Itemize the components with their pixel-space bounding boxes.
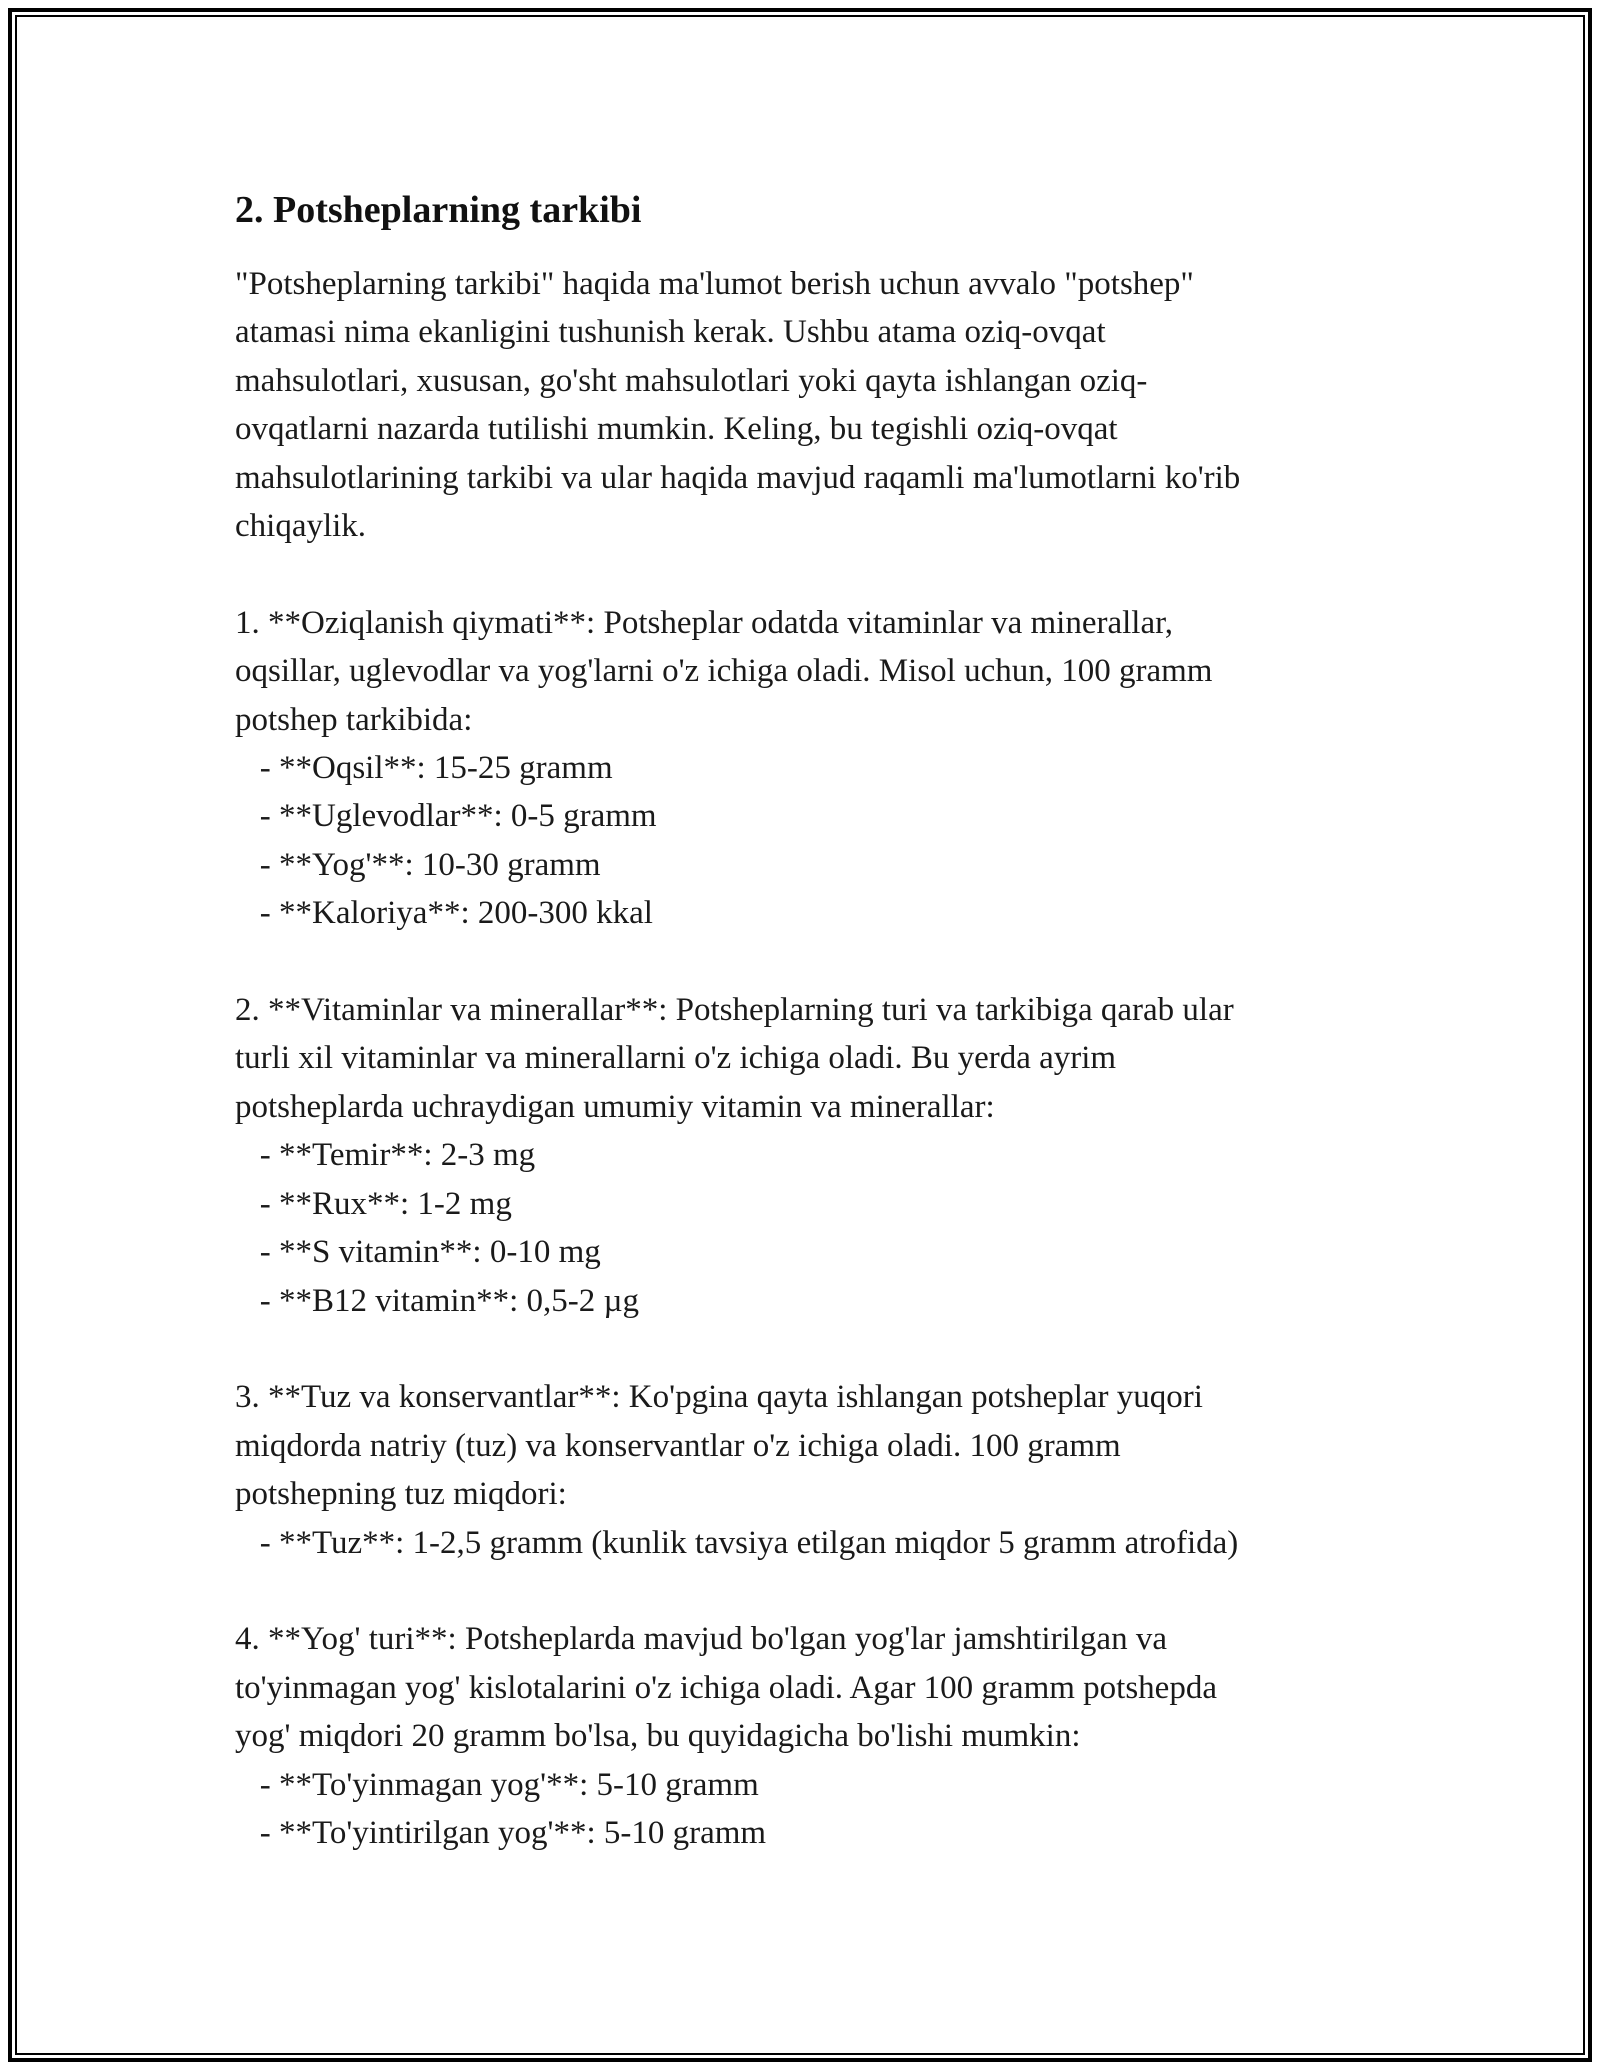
list-item: - **S vitamin**: 0-10 mg [235,1234,601,1271]
list-item: - **Yog'**: 10-30 gramm [235,846,601,883]
paragraph-gap [235,1567,1375,1615]
intro-line: atamasi nima ekanligini tushunish kerak. Ushbu atama oziq-ovqat [235,314,1106,351]
list-item: - **Oqsil**: 15-25 gramm [235,750,613,787]
paragraph-gap [235,550,1375,598]
list-item: - **Kaloriya**: 200-300 kkal [235,895,653,932]
list-item: - **Temir**: 2-3 mg [235,1137,536,1174]
list-item: - **Tuz**: 1-2,5 gramm (kunlik tavsiya etilgan miqdor 5 gramm atrofida) [235,1524,1239,1561]
section-line: potshep tarkibida: [235,701,473,738]
intro-line: chiqaylik. [235,508,367,545]
list-item: - **Uglevodlar**: 0-5 gramm [235,798,657,835]
paragraph-gap [235,938,1375,986]
list-item: - **Rux**: 1-2 mg [235,1185,512,1222]
section-line: yog' miqdori 20 gramm bo'lsa, bu quyidagicha bo'lishi mumkin: [235,1718,1081,1755]
document-body [235,186,1375,1857]
section-line: potsheplarda uchraydigan umumiy vitamin va minerallar: [235,1088,995,1125]
paragraph-gap [235,1325,1375,1373]
list-item: - **To'yintirilgan yog'**: 5-10 gramm [235,1814,767,1851]
section-nutrition [235,599,1375,938]
section-line: 3. **Tuz va konservantlar**: Ko'pgina qayta ishlangan potsheplar yuqori [235,1379,1203,1416]
intro-line: "Potsheplarning tarkibi" haqida ma'lumot berish uchun avvalo "potshep" [235,266,1194,302]
section-line: to'yinmagan yog' kislotalarini o'z ichiga oladi. Agar 100 gramm potshepda [235,1669,1217,1706]
section-line: 2. **Vitaminlar va minerallar**: Potsheplarning turi va tarkibiga qarab ular [235,992,1234,1029]
intro-line: mahsulotlarining tarkibi va ular haqida mavjud raqamli ma'lumotlarni ko'rib [235,459,1241,496]
list-item: - **To'yinmagan yog'**: 5-10 gramm [235,1766,759,1803]
section-salt [235,1373,1375,1567]
section-line: oqsillar, uglevodlar va yog'larni o'z ichiga oladi. Misol uchun, 100 gramm [235,653,1213,690]
section-fat-type [235,1615,1375,1857]
section-line: 1. **Oziqlanish qiymati**: Potsheplar odatda vitaminlar va minerallar, [235,604,1174,641]
section-line: miqdorda natriy (tuz) va konservantlar o'z ichiga oladi. 100 gramm [235,1427,1121,1464]
intro-line: mahsulotlari, xususan, go'sht mahsulotlari yoki qayta ishlangan oziq- [235,362,1148,399]
list-item: - **B12 vitamin**: 0,5-2 µg [235,1282,639,1319]
section-heading: 2. Potsheplarning tarkibi [235,189,642,231]
section-line: turli xil vitaminlar va minerallarni o'z ichiga oladi. Bu yerda ayrim [235,1040,1117,1077]
section-line: 4. **Yog' turi**: Potsheplarda mavjud bo'lgan yog'lar jamshtirilgan va [235,1621,1167,1658]
intro-paragraph [235,260,1375,550]
intro-line: ovqatlarni nazarda tutilishi mumkin. Keling, bu tegishli oziq-ovqat [235,411,1118,448]
section-line: potshepning tuz miqdori: [235,1476,567,1513]
section-vitamins [235,986,1375,1325]
